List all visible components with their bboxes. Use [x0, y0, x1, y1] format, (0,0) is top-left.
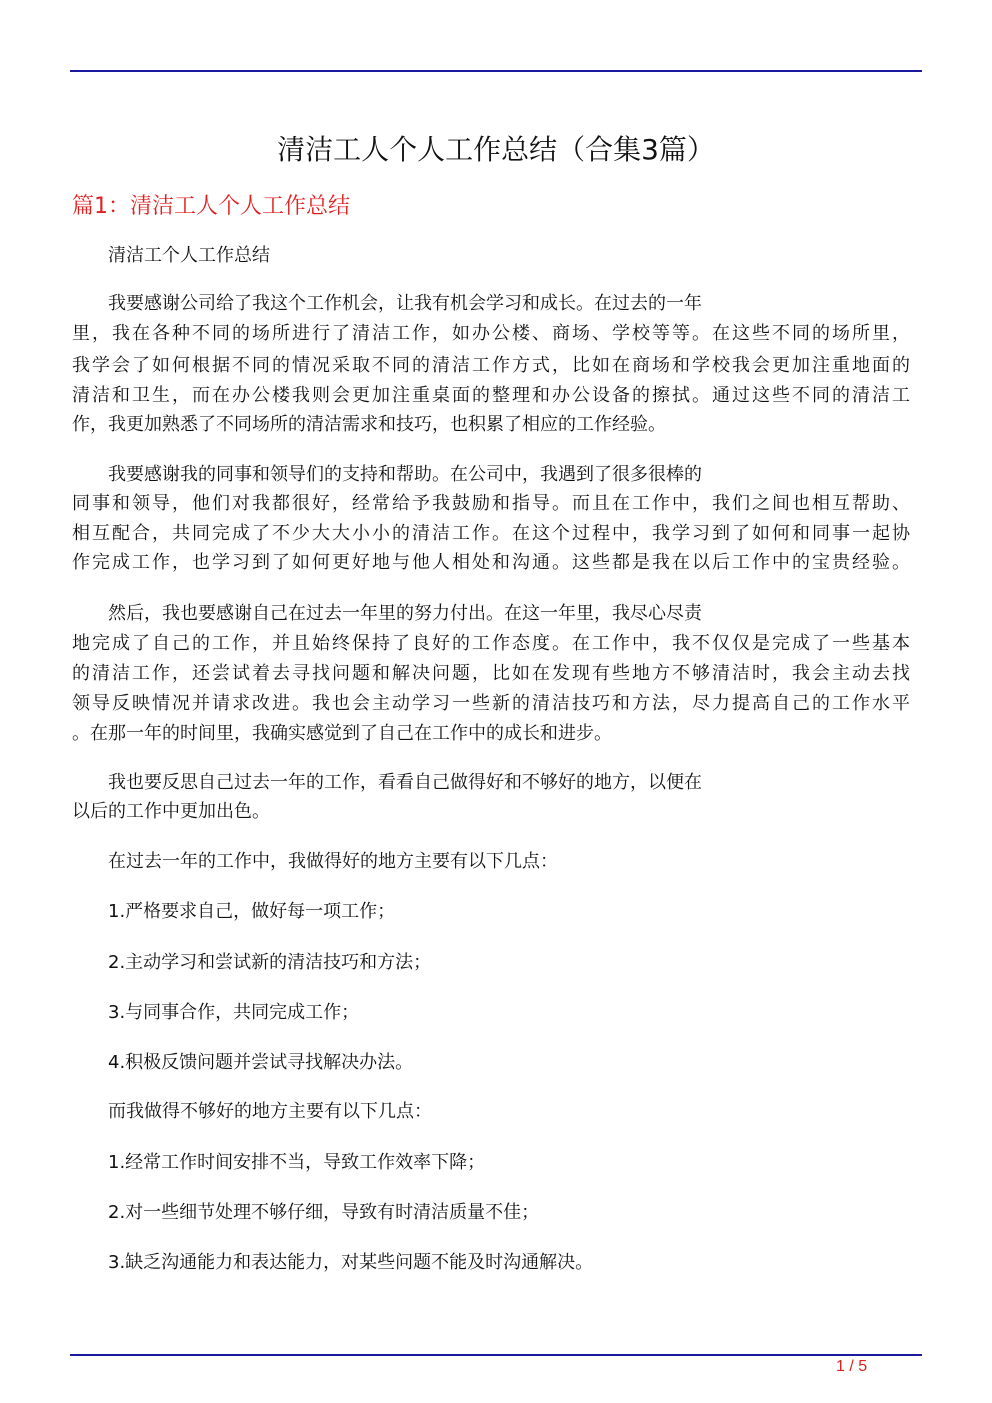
paragraph-line: 的清洁工作，还尝试着去寻找问题和解决问题，比如在发现有些地方不够清洁时，我会主动去找: [72, 663, 910, 684]
section-heading: 篇1：清洁工人个人工作总结: [72, 194, 350, 219]
paragraph-line: 同事和领导，他们对我都很好，经常给予我鼓励和指导。而且在工作中，我们之间也相互帮助、: [72, 493, 910, 514]
paragraph-line: 以后的工作中更加出色。: [72, 801, 270, 822]
paragraph-line: 。在那一年的时间里，我确实感觉到了自己在工作中的成长和进步。: [72, 723, 612, 744]
page-number: 1 / 5: [836, 1358, 868, 1375]
list-item: 2.对一些细节处理不够仔细，导致有时清洁质量不佳；: [108, 1202, 540, 1223]
paragraph-line: 清洁和卫生，而在办公楼我则会更加注重桌面的整理和办公设备的擦拭。通过这些不同的清洁工: [72, 385, 910, 406]
bad-intro: 而我做得不够好的地方主要有以下几点：: [108, 1101, 432, 1122]
paragraph-line: 我也要反思自己过去一年的工作，看看自己做得好和不够好的地方，以便在: [108, 772, 702, 793]
subtitle: 清洁工个人工作总结: [108, 245, 270, 266]
footer-rule: [70, 1354, 922, 1356]
list-item: 2.主动学习和尝试新的清洁技巧和方法；: [108, 952, 432, 973]
paragraph-line: 作，我更加熟悉了不同场所的清洁需求和技巧，也积累了相应的工作经验。: [72, 414, 666, 435]
paragraph-line: 我学会了如何根据不同的情况采取不同的清洁工作方式，比如在商场和学校我会更加注重地面的: [72, 355, 910, 376]
paragraph-line: 我要感谢公司给了我这个工作机会，让我有机会学习和成长。在过去的一年: [108, 293, 702, 314]
list-item: 1.经常工作时间安排不当，导致工作效率下降；: [108, 1152, 486, 1173]
list-item: 3.与同事合作，共同完成工作；: [108, 1002, 360, 1023]
good-intro: 在过去一年的工作中，我做得好的地方主要有以下几点：: [108, 851, 558, 872]
paragraph-line: 然后，我也要感谢自己在过去一年里的努力付出。在这一年里，我尽心尽责: [108, 603, 702, 624]
paragraph-line: 地完成了自己的工作，并且始终保持了良好的工作态度。在工作中，我不仅仅是完成了一些基本: [72, 633, 910, 654]
list-item: 1.严格要求自己，做好每一项工作；: [108, 901, 396, 922]
list-item: 3.缺乏沟通能力和表达能力，对某些问题不能及时沟通解决。: [108, 1252, 594, 1273]
paragraph-line: 里，我在各种不同的场所进行了清洁工作，如办公楼、商场、学校等等。在这些不同的场所里，: [72, 323, 910, 344]
list-item: 4.积极反馈问题并尝试寻找解决办法。: [108, 1052, 414, 1073]
paragraph-line: 我要感谢我的同事和领导们的支持和帮助。在公司中，我遇到了很多很棒的: [108, 464, 702, 485]
header-rule: [70, 70, 922, 72]
paragraph-line: 相互配合，共同完成了不少大大小小的清洁工作。在这个过程中，我学习到了如何和同事一起协: [72, 523, 910, 544]
document-title: 清洁工人个人工作总结（合集3篇）: [277, 133, 715, 166]
paragraph-line: 作完成工作，也学习到了如何更好地与他人相处和沟通。这些都是我在以后工作中的宝贵经验。: [72, 552, 910, 573]
paragraph-line: 领导反映情况并请求改进。我也会主动学习一些新的清洁技巧和方法，尽力提高自己的工作水平: [72, 693, 910, 714]
